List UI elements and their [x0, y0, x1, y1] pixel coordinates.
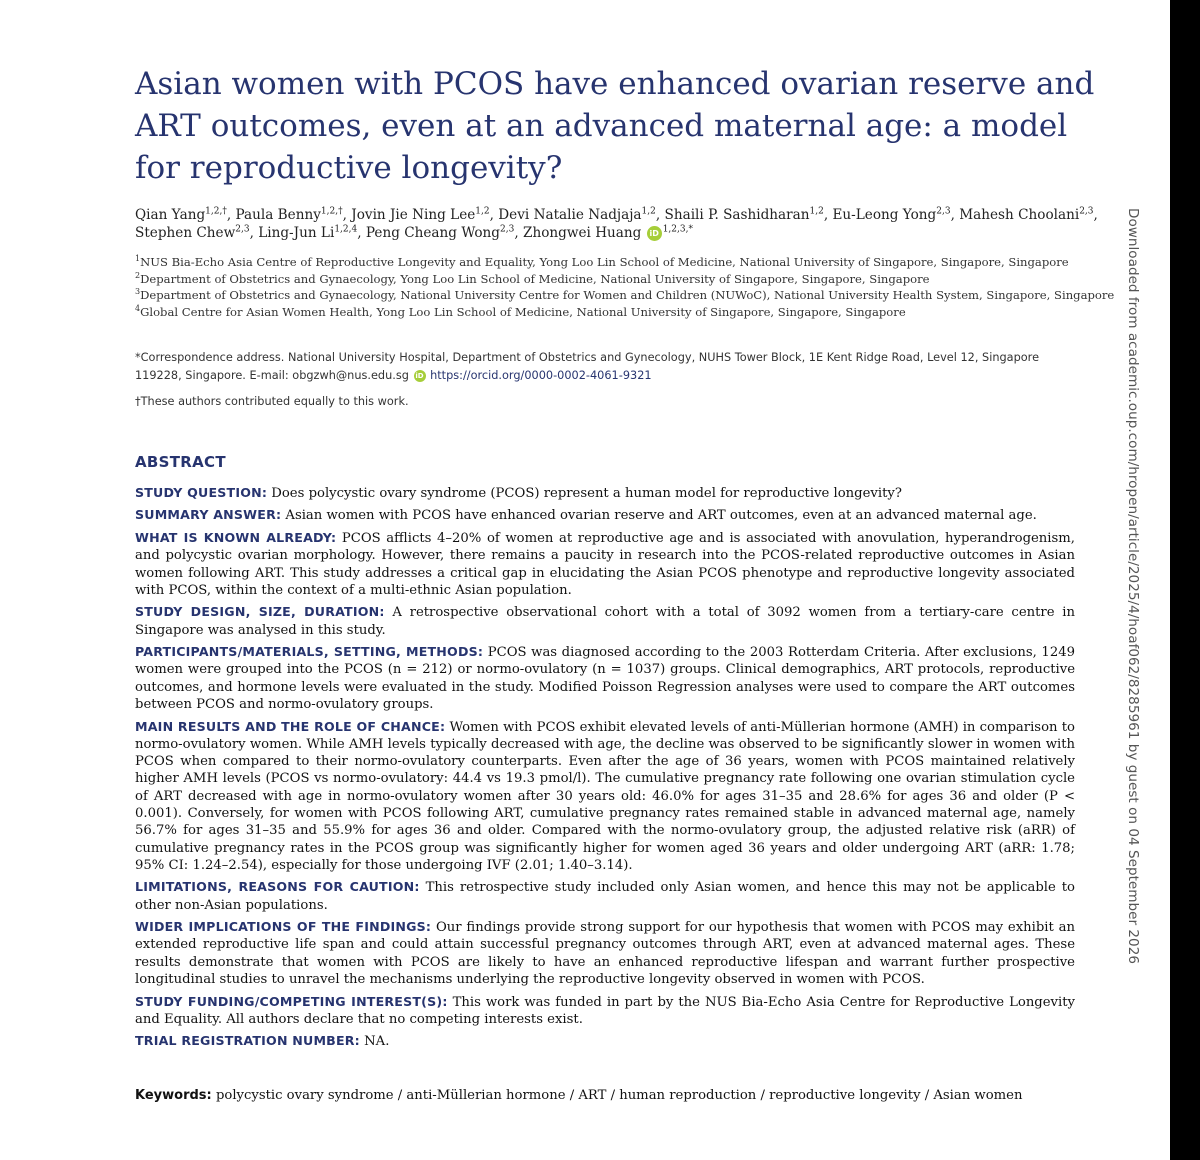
abstract-section-known: WHAT IS KNOWN ALREADY: PCOS afflicts 4–20% of women at reproductive age and is associated with anovulation, hyperandrogenism, and polycystic ovarian morphology. However, there remains a paucity in research into the PCOS-related reproductive outcomes in Asian women following ART. This study addresses a critical gap in elucidating the Asian PCOS phenotype and reproductive longevity associated with PCOS, within the context of a multi-ethnic Asian population. — [135, 529, 1075, 598]
orcid-icon[interactable]: iD — [647, 226, 662, 241]
orcid-icon[interactable]: iD — [415, 371, 424, 380]
equal-contribution-note: †These authors contributed equally to this work. — [135, 395, 409, 408]
abstract-section-implications: WIDER IMPLICATIONS OF THE FINDINGS: Our findings provide strong support for our hypothesis that women with PCOS may exhibit an extended reproductive life span and could attain successful pregnancy outcomes through ART, even at advanced maternal ages. These results demonstrate that women with PCOS are likely to have an enhanced reproductive lifespan and warrant further prospective longitudinal studies to unravel the mechanisms underlying the reproductive longevity observed in women with PCOS. — [135, 919, 1075, 988]
author[interactable]: Shaili P. Sashidharan$^{1,2}$ — [664, 206, 824, 223]
author[interactable]: Qian Yang$^{1,2,\dagger}$ — [135, 206, 227, 223]
author[interactable]: Paula Benny$^{1,2,\dagger}$ — [235, 206, 343, 223]
author[interactable]: Stephen Chew$^{2,3}$ — [135, 223, 250, 241]
keywords — [135, 1087, 1075, 1105]
affiliation: $^3$Department of Obstetrics and Gynaecology, National University Centre for Women and Children (NUWoC), National University Health System, Singapore, Singapore — [135, 287, 1115, 303]
abstract-section-answer: SUMMARY ANSWER: Asian women with PCOS have enhanced ovarian reserve and ART outcomes, even at an advanced maternal age. — [135, 507, 1037, 524]
keywords-text: polycystic ovary syndrome / anti-Müllerian hormone / ART / human reproduction / reproductive longevity / Asian women — [215, 1088, 1023, 1103]
author[interactable]: Jovin Jie Ning Lee$^{1,2}$ — [351, 206, 490, 223]
author[interactable]: Ling-Jun Li$^{1,2,4}$ — [258, 223, 358, 241]
author-list: Qian Yang$^{1,2,\dagger}$, Paula Benny$^{1,2,\dagger}$, Jovin Jie Ning Lee$^{1,2}$, Devi Natalie Nadjaja$^{1,2}$, Shaili P. Sashidharan$^{1,2}$, Eu-Leong Yong$^{2,3}$, Mahesh Choolani$^{2,3}$, Stephen Chew$^{2,3}$, Ling-Jun Li$^{1,2,4}$, Peng Cheang Wong$^{2,3}$, Zhongwei Huang iD $^{1,2,3,*}$ — [135, 206, 1098, 241]
abstract-section-funding: STUDY FUNDING/COMPETING INTEREST(S): This work was funded in part by the NUS Bia-Echo Asia Centre for Reproductive Longevity and Equality. All authors declare that no competing interests exist. — [135, 993, 1075, 1027]
abstract-heading: ABSTRACT — [135, 453, 226, 471]
correspondence-address — [135, 349, 1075, 384]
download-notice: Downloaded from academic.oup.com/hropen/article/2025/4/hoaf062/8285961 by guest on 04 September 2026 — [1125, 208, 1141, 965]
author[interactable]: Devi Natalie Nadjaja$^{1,2}$ — [498, 206, 656, 223]
affiliations — [135, 254, 1135, 321]
author[interactable]: Zhongwei Huang iD $^{1,2,3,*}$ — [523, 223, 693, 241]
abstract-body — [135, 484, 1075, 1055]
orcid-link[interactable]: https://orcid.org/0000-0002-4061-9321 — [430, 368, 652, 382]
abstract-section-question: STUDY QUESTION: Does polycystic ovary syndrome (PCOS) represent a human model for reproductive longevity? — [135, 485, 902, 501]
viewer-edge — [1170, 0, 1200, 1160]
affiliation: $^4$Global Centre for Asian Women Health, Yong Loo Lin School of Medicine, National University of Singapore, Singapore, Singapore — [135, 304, 906, 320]
abstract-section-participants: PARTICIPANTS/MATERIALS, SETTING, METHODS: PCOS was diagnosed according to the 2003 Rotterdam Criteria. After exclusions, 1249 women were grouped into the PCOS (n = 212) or normo-ovulatory (n = 1037) groups. Clinical demographics, ART protocols, reproductive outcomes, and hormone levels were evaluated in the study. Modified Poisson Regression analyses were used to compare the ART outcomes between PCOS and normo-ovulatory groups. — [135, 644, 1075, 713]
article-title: Asian women with PCOS have enhanced ovarian reserve and ART outcomes, even at an advanced maternal age: a model for reproductive longevity? — [135, 66, 1095, 186]
abstract-section-design: STUDY DESIGN, SIZE, DURATION: A retrospective observational cohort with a total of 3092 women from a tertiary-care centre in Singapore was analysed in this study. — [135, 604, 1075, 638]
keywords-label: Keywords: — [135, 1088, 212, 1103]
author[interactable]: Peng Cheang Wong$^{2,3}$ — [365, 223, 515, 241]
abstract-section-results: MAIN RESULTS AND THE ROLE OF CHANCE: Women with PCOS exhibit elevated levels of anti-Müllerian hormone (AMH) in comparison to normo-ovulatory women. While AMH levels typically decreased with age, the decline was observed to be significantly slower in women with PCOS when compared to their normo-ovulatory counterparts. Even after the age of 36 years, women with PCOS maintained relatively higher AMH levels (PCOS vs normo-ovulatory: 44.4 vs 19.3 pmol/l). The cumulative pregnancy rate following one ovarian stimulation cycle of ART decreased with age in normo-ovulatory women after 30 years old: 46.0% for ages 31–35 and 28.6% for ages 36 and older (P < 0.001). Conversely, for women with PCOS following ART, cumulative pregnancy rates remained stable in advanced maternal age, namely 56.7% for ages 31–35 and 55.9% for ages 36 and older. Compared with the normo-ovulatory group, the adjusted relative risk (aRR) of cumulative pregnancy rates in the PCOS group was significantly higher for women aged 36 years and older undergoing ART (aRR: 1.78; 95% CI: 1.24–2.54), especially for those undergoing IVF (2.01; 1.40–3.14). — [135, 718, 1075, 873]
affiliation: $^2$Department of Obstetrics and Gynaecology, Yong Loo Lin School of Medicine, National University of Singapore, Singapore, Singapore — [135, 270, 930, 286]
author[interactable]: Eu-Leong Yong$^{2,3}$ — [832, 206, 951, 223]
abstract-section-trial: TRIAL REGISTRATION NUMBER: NA. — [135, 1033, 390, 1050]
correspondence-text: *Correspondence address. National University Hospital, Department of Obstetrics and Gynecology, NUHS Tower Block, 1E Kent Ridge Road, Level 12, Singapore 119228, Singapore. E-mail: obgzwh@nus.edu.sg — [135, 351, 1040, 382]
author[interactable]: Mahesh Choolani$^{2,3}$ — [959, 206, 1094, 223]
abstract-section-limitations: LIMITATIONS, REASONS FOR CAUTION: This retrospective study included only Asian women, and hence this may not be applicable to other non-Asian populations. — [135, 879, 1075, 913]
affiliation: $^1$NUS Bia-Echo Asia Centre of Reproductive Longevity and Equality, Yong Loo Lin School of Medicine, National University of Singapore, Singapore, Singapore — [135, 254, 1069, 269]
